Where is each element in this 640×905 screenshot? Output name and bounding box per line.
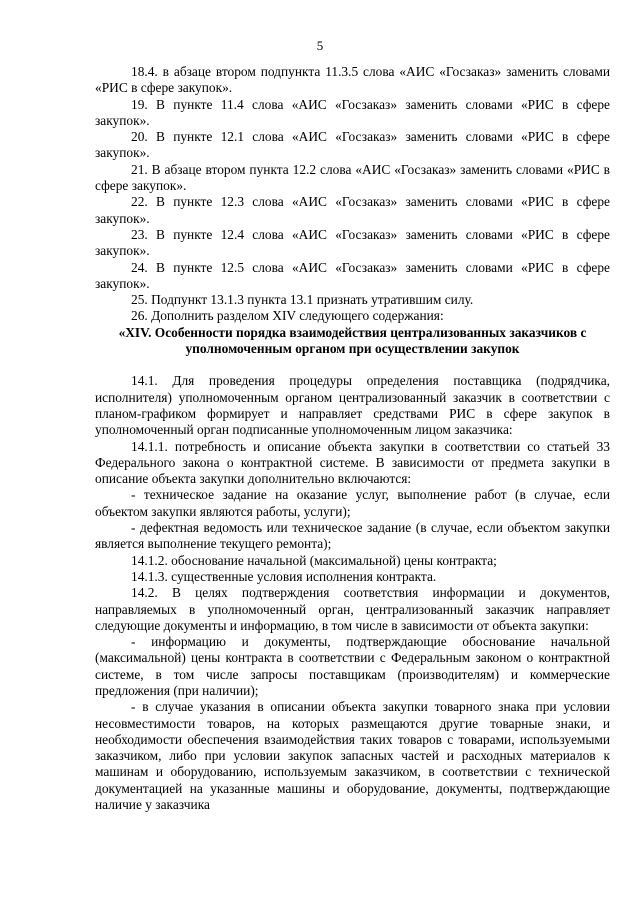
- paragraph-26: 26. Дополнить разделом XIV следующего содержания:: [131, 308, 444, 324]
- list-item-price-justification: - информацию и документы, подтверждающие обоснование начальной (максимальной) цены контракта в соответствии с Федеральным законом о контрактной системе, в том числе запросы поставщикам (производителям) и коммерческие предложения (при наличии);: [95, 634, 610, 698]
- list-item-defect-statement: - дефектная ведомость или техническое задание (в случае, если объектом закупки является выполнение текущего ремонта);: [95, 520, 610, 552]
- paragraph-14-1-3: 14.1.3. существенные условия исполнения контракта.: [131, 568, 437, 584]
- spacer: [95, 357, 610, 373]
- page-number: 5: [316, 38, 324, 53]
- paragraph-14-2: 14.2. В целях подтверждения соответствия информации и документов, направляемых в уполномоченный орган, централизованный заказчик направляет следующие документы и информацию, в том числе в зависимости от объекта закупки:: [95, 585, 610, 633]
- paragraph-23: 23. В пункте 12.4 слова «АИС «Госзаказ» заменить словами «РИС в сфере закупок».: [95, 226, 610, 259]
- paragraph-18-4: 18.4. в абзаце втором подпункта 11.3.5 слова «АИС «Госзаказ» заменить словами «РИС в сфере закупок».: [95, 64, 610, 96]
- section-heading: «XIV. Особенности порядка взаимодействия централизованных заказчиков с уполномоченным органом при осуществлении закупок: [118, 324, 587, 357]
- paragraph-14-1-1: 14.1.1. потребность и описание объекта закупки в соответствии со статьей 33 Федерального закона о контрактной системе. В зависимости от предмета закупки в описание объекта закупки дополнительно включаются:: [95, 438, 610, 487]
- paragraph-14-1-2: 14.1.2. обоснование начальной (максимальной) цены контракта;: [131, 552, 497, 568]
- paragraph-22: 22. В пункте 12.3 слова «АИС «Госзаказ» заменить словами «РИС в сфере закупок».: [95, 194, 610, 226]
- list-item-trademark: - в случае указания в описании объекта закупки товарного знака при условии несовместимости товаров, на которых размещаются другие товарные знаки, и необходимости обеспечения взаимодействия таких товаров с товарами, используемыми заказчиком, либо при условии закупок запасных частей и расходных материалов к машинам и оборудованию, используемым заказчиком, в соответствии с технической документацией на указанные машины и оборудование, документы, подтверждающие наличие у заказчика: [95, 699, 610, 813]
- document-body: [95, 64, 610, 813]
- paragraph-21: 21. В абзаце втором пункта 12.2 слова «АИС «Госзаказ» заменить словами «РИС в сфере закупок».: [95, 161, 610, 194]
- paragraph-20: 20. В пункте 12.1 слова «АИС «Госзаказ» заменить словами «РИС в сфере закупок».: [95, 129, 610, 161]
- paragraph-14-1: 14.1. Для проведения процедуры определения поставщика (подрядчика, исполнителя) уполномоченным органом централизованный заказчик в соответствии с планом-графиком формирует и направляет средствами РИС в сфере закупок в уполномоченный орган подписанные уполномоченным лицом заказчика:: [95, 373, 610, 438]
- paragraph-25: 25. Подпункт 13.1.3 пункта 13.1 признать утратившим силу.: [131, 292, 474, 308]
- paragraph-19: 19. В пункте 11.4 слова «АИС «Госзаказ» заменить словами «РИС в сфере закупок».: [95, 96, 610, 128]
- list-item-technical-task: - техническое задание на оказание услуг, выполнение работ (в случае, если объектом закупки являются работы, услуги);: [95, 487, 610, 519]
- paragraph-24: 24. В пункте 12.5 слова «АИС «Госзаказ» заменить словами «РИС в сфере закупок».: [95, 259, 610, 291]
